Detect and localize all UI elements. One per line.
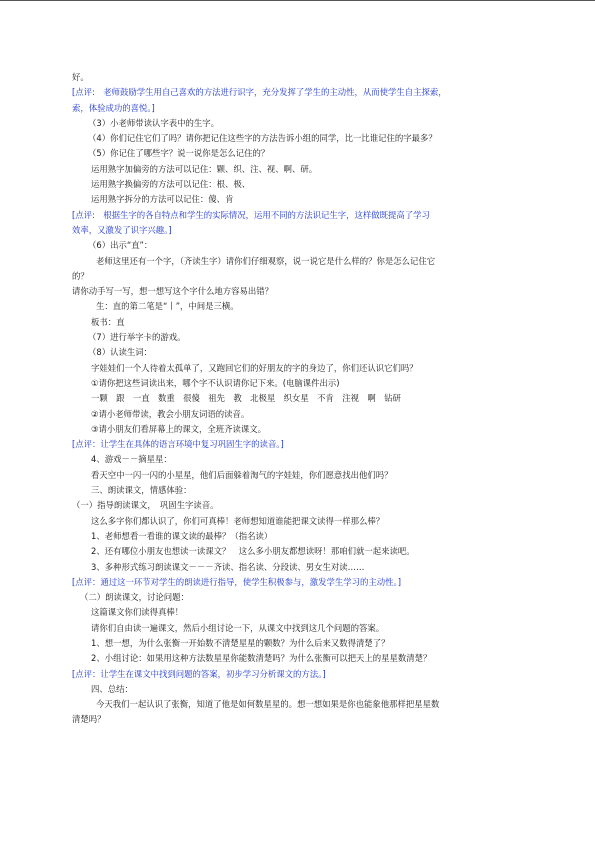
text-line: 四、总结： xyxy=(91,683,133,694)
document-page xyxy=(72,70,528,728)
text-line: （6）出示“直”： xyxy=(88,240,153,251)
text-line: ①请你把这些词读出来，哪个字不认识请你记下来。(电脑课件出示) xyxy=(91,377,340,388)
page-top-border xyxy=(0,0,595,1)
text-line: 这么多字你们都认识了，你们可真棒！老师想知道谁能把课文读得一样那么棒？ xyxy=(91,515,385,526)
comment-line: [点评：让学生在具体的语言环境中复习巩固生字的读音。] xyxy=(72,439,284,450)
text-line: 这篇课文你们读得真棒！ xyxy=(91,607,184,618)
text-line: 老师这里还有一个字，（齐读生字）请你们仔细观察，说一说它是什么样的？你是怎么记住它 xyxy=(96,255,436,266)
comment-line: 索，体验成功的喜悦。] xyxy=(72,102,155,113)
text-line: 好。 xyxy=(72,72,89,82)
text-line: （5）你记住了哪些字？说一说你是怎么记住的？ xyxy=(88,148,270,159)
text-line: 运用熟字加偏旁的方法可以记住：颗、织、注、视、啊、研。 xyxy=(91,163,318,174)
text-line: 2、还有哪位小朋友也想读一读课文？ 这么多小朋友都想读呀！那咱们就一起来读吧。 xyxy=(91,546,415,557)
text-line: ②请小老师带读，教会小朋友词语的读音。 xyxy=(91,408,250,419)
text-line: （3）小老师带读认字表中的生字。 xyxy=(88,117,219,128)
text-line: （4）你们记住它们了吗？请你把记住这些字的方法告诉小组的同学，比一比谁记住的字最多？ xyxy=(88,133,437,144)
text-line: 1、老师想看一看谁的课文读的最棒？（指名读） xyxy=(91,530,273,541)
comment-line: [点评: 根据生字的各自特点和学生的实际情况，运用不同的方法识记生字，这样做既提高了学习 xyxy=(72,209,430,220)
text-line: 字娃娃们一个人待着太孤单了，又跑回它们的好朋友的字的身边了，你们还认识它们吗？ xyxy=(91,362,418,373)
text-line: 运用熟字换偏旁的方法可以记住：根、极、 xyxy=(91,179,251,190)
text-line: 的？ xyxy=(72,270,89,281)
text-line: 生：直的第二笔是“丨”，中间是三横。 xyxy=(96,301,239,312)
text-line: （7）进行举字卡的游戏。 xyxy=(88,332,186,343)
comment-line: [点评：通过这一环节对学生的朗读进行指导，使学生积极参与，激发学生学习的主动性。] xyxy=(72,576,401,587)
comment-line: 效率，又激发了识字兴趣。] xyxy=(72,224,172,235)
text-line: 3、多种形式练习朗读课文－－－齐读、指名读、分段读、男女生对读…… xyxy=(91,561,365,572)
text-line: 清楚吗？ xyxy=(72,714,106,725)
text-line: 请你动手写一写，想一想写这个字什么地方容易出错？ xyxy=(72,286,273,297)
text-line: 1、想一想，为什么张衡一开始数不清楚星星的颗数？为什么后来又数得清楚了？ xyxy=(91,637,390,648)
text-line: （8）认读生词： xyxy=(88,347,152,358)
text-line: 请你们自由读一遍课文，然后小组讨论一下，从课文中找到这几个问题的答案。 xyxy=(91,622,385,633)
text-line: 板书：直 xyxy=(91,316,125,327)
text-line: 三、朗读课文，情感体验： xyxy=(91,485,192,496)
text-line: 运用熟字拆分的方法可以记住：傻、肯 xyxy=(91,194,234,205)
text-line: 4、游戏－－摘星星： xyxy=(91,454,172,465)
comment-line: [点评：让学生在课文中找到问题的答案，初步学习分析课文的方法。] xyxy=(72,668,326,679)
text-line: 看天空中一闪一闪的小星星，他们后面躲着淘气的字娃娃，你们愿意找出他们吗？ xyxy=(91,469,393,480)
comment-line: [点评: 老师鼓励学生用自己喜欢的方法进行识字，充分发挥了学生的主动性，从而使学生自主探索， xyxy=(72,87,447,98)
text-line: （二）朗读课文，讨论问题： xyxy=(80,592,189,603)
text-line: 2、小组讨论：如果用这种方法数星星你能数清楚吗？为什么张衡可以把天上的星星数清楚？ xyxy=(91,653,432,664)
text-line: 今天我们一起认识了张衡，知道了他是如何数星星的。想一想如果是你也能象他那样把星星数 xyxy=(96,699,440,710)
text-line: 一颗 跟 一直 数重 很傻 祖先 教 北极星 织女星 不肯 注视 啊 钻研 xyxy=(91,393,401,404)
text-line: （一）指导朗读课文， 巩固生字读音。 xyxy=(72,500,219,511)
text-line: ③请小朋友们看屏幕上的课文，全班齐读课文。 xyxy=(91,423,267,434)
